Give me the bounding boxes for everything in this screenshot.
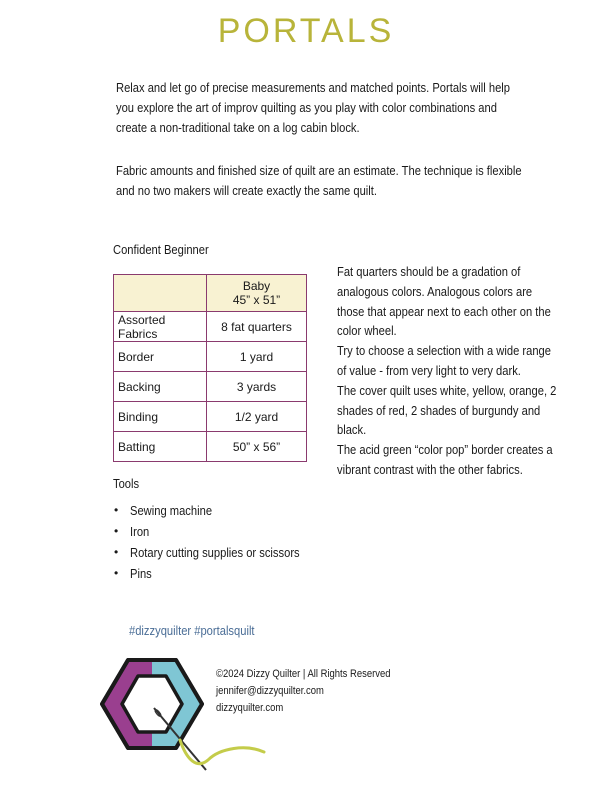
row-value: 50” x 56” bbox=[207, 432, 307, 462]
note-line: Try to choose a selection with a wide range bbox=[337, 343, 551, 359]
copyright-text: ©2024 Dizzy Quilter | All Rights Reserved bbox=[216, 668, 391, 680]
intro-paragraph-1: Relax and let go of precise measurements and matched points. Portals will help you explore the art of improv quilting as you play with color combinations and create a non-traditional take on a log cabin block. bbox=[116, 80, 511, 135]
note-line: of value - from very light to very dark. bbox=[337, 362, 521, 378]
row-value: 1 yard bbox=[207, 342, 307, 372]
tools-list bbox=[113, 500, 327, 584]
row-value: 1/2 yard bbox=[207, 402, 307, 432]
table-row bbox=[114, 372, 307, 402]
tools-heading: Tools bbox=[113, 476, 140, 491]
fabric-notes bbox=[337, 262, 562, 480]
table-row bbox=[114, 342, 307, 372]
list-item: • Rotary cutting supplies or scissors bbox=[113, 542, 327, 563]
bullet-icon: • bbox=[114, 524, 119, 538]
table-row bbox=[114, 312, 307, 342]
row-label: Binding bbox=[114, 402, 207, 432]
email-text: jennifer@dizzyquilter.com bbox=[216, 685, 324, 697]
bullet-icon: • bbox=[114, 545, 119, 559]
note-line: shades of red, 2 shades of burgundy and bbox=[337, 402, 541, 418]
page-title: PORTALS bbox=[217, 12, 395, 50]
hashtags: #dizzyquilter #portalsquilt bbox=[129, 623, 255, 638]
note-line: those that appear next to each other on the bbox=[337, 303, 551, 319]
size-name: Baby bbox=[242, 279, 271, 293]
row-value: 3 yards bbox=[207, 372, 307, 402]
note-line: The cover quilt uses white, yellow, orange, 2 bbox=[337, 382, 557, 398]
list-item: • Sewing machine bbox=[113, 500, 327, 521]
bullet-icon: • bbox=[114, 566, 119, 580]
table-row bbox=[114, 432, 307, 462]
table-header-row bbox=[114, 275, 307, 312]
bullet-icon: • bbox=[114, 503, 119, 517]
website-text: dizzyquilter.com bbox=[216, 702, 284, 714]
table-header-blank-cell bbox=[114, 275, 207, 312]
note-line: The acid green “color pop” border creates a bbox=[337, 442, 553, 458]
size-dimensions: 45” x 51” bbox=[232, 293, 281, 307]
note-line: black. bbox=[337, 422, 367, 438]
footer-info bbox=[216, 666, 391, 717]
list-item: • Pins bbox=[113, 563, 327, 584]
intro-paragraph-2: Fabric amounts and finished size of quilt are an estimate. The technique is flexible and no two makers will create exactly the same quilt. bbox=[116, 163, 522, 198]
row-label: Batting bbox=[114, 432, 207, 462]
row-value: 8 fat quarters bbox=[207, 312, 307, 342]
note-line: color wheel. bbox=[337, 323, 397, 339]
list-item: • Iron bbox=[113, 521, 327, 542]
table-header-size-cell bbox=[207, 275, 307, 312]
note-line: analogous colors. Analogous colors are bbox=[337, 283, 533, 299]
table-row bbox=[114, 402, 307, 432]
note-line: vibrant contrast with the other fabrics. bbox=[337, 461, 523, 477]
row-label: Border bbox=[114, 342, 207, 372]
row-label: Assorted Fabrics bbox=[114, 312, 207, 342]
requirements-table bbox=[113, 274, 307, 462]
row-label: Backing bbox=[114, 372, 207, 402]
thread-icon bbox=[180, 740, 264, 764]
note-line: Fat quarters should be a gradation of bbox=[337, 264, 521, 279]
skill-level: Confident Beginner bbox=[113, 242, 209, 257]
